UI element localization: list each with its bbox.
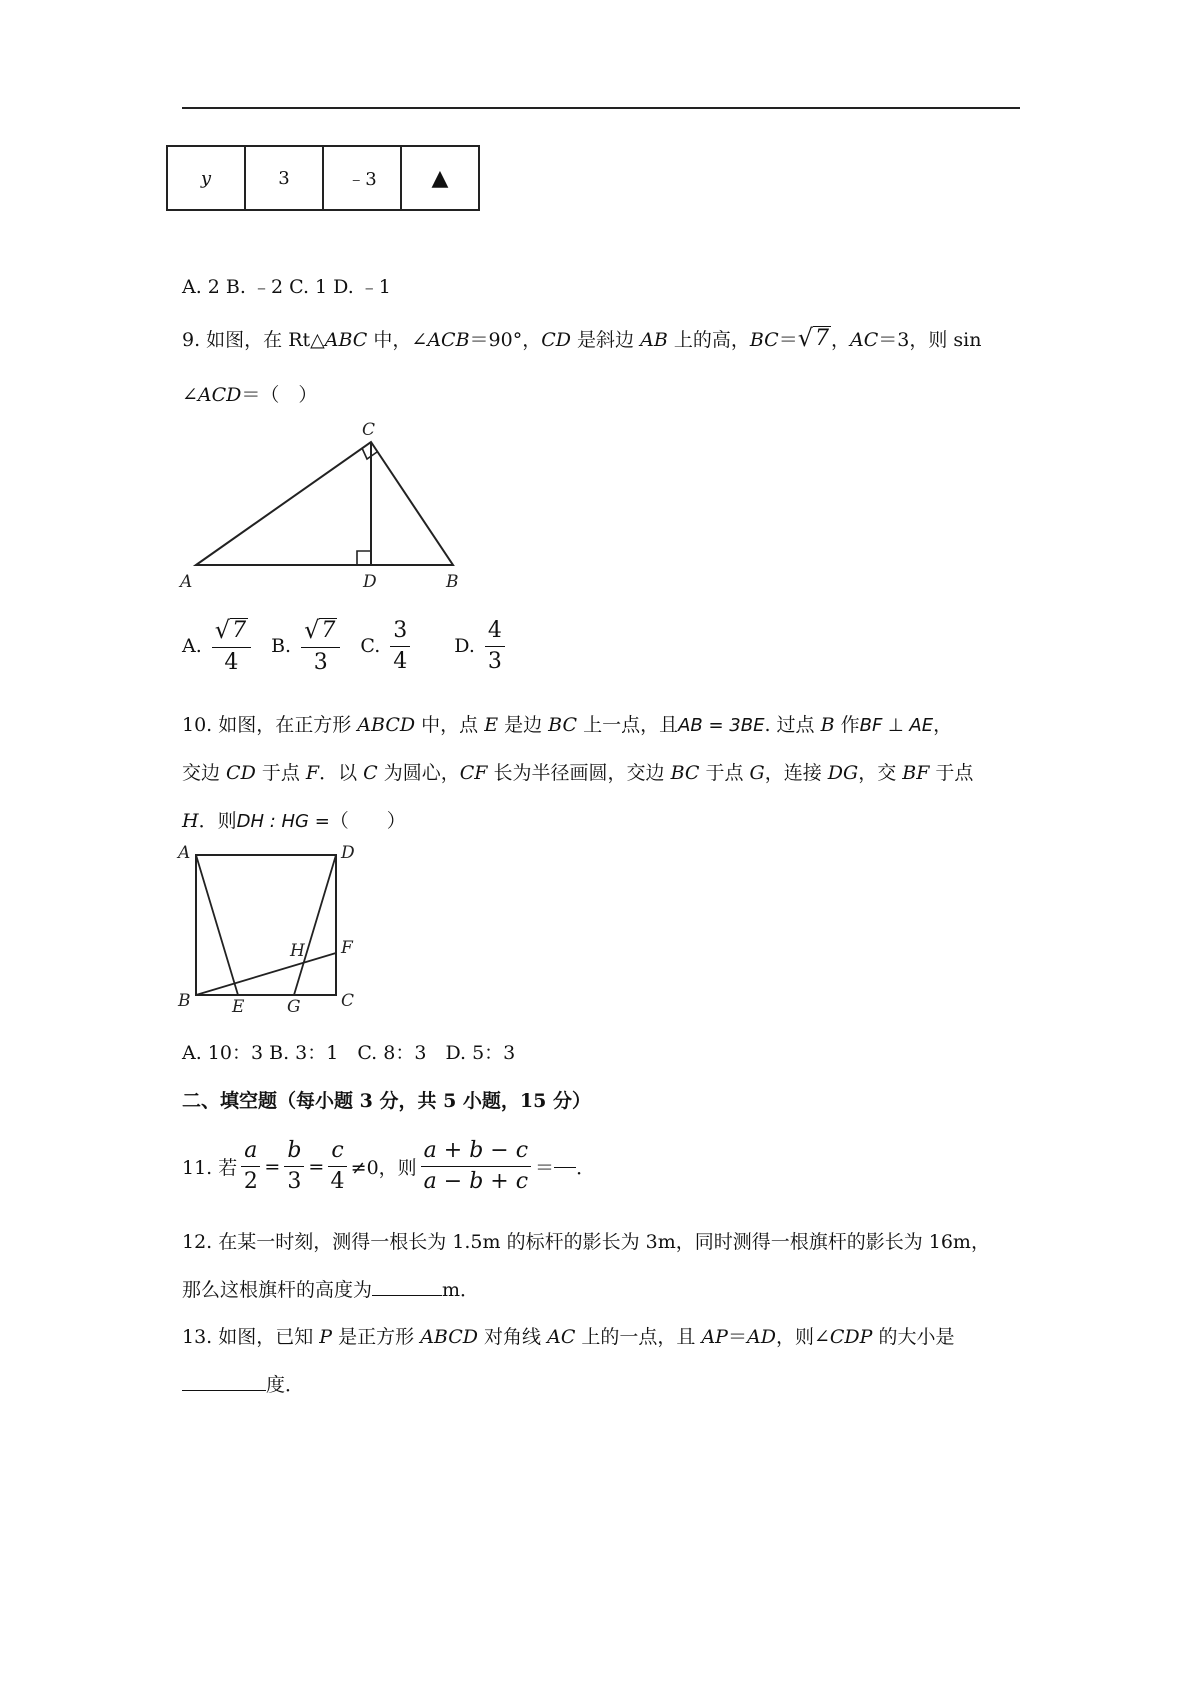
q9-line-2 xyxy=(182,380,317,407)
q10-square-figure xyxy=(176,840,366,1020)
text: = xyxy=(264,1155,281,1178)
numerator: a xyxy=(241,1140,260,1167)
text: B xyxy=(820,714,835,736)
text: 是斜边 xyxy=(571,329,641,351)
option-a-fraction: √ 7 4 xyxy=(212,618,251,674)
label-d: D xyxy=(363,572,377,592)
text: BF xyxy=(902,762,930,784)
text: ＝90°， xyxy=(469,329,542,351)
triangle-abc xyxy=(196,442,453,565)
label-a: A xyxy=(178,843,191,863)
text: AC xyxy=(547,1326,576,1348)
text: ＝ xyxy=(727,1326,747,1348)
radicand: 7 xyxy=(815,326,830,351)
text: CF xyxy=(459,762,488,784)
label-c: C xyxy=(362,420,376,440)
numerator: 4 xyxy=(485,620,505,647)
text: ACB xyxy=(427,329,470,351)
text: ，连接 xyxy=(764,762,828,784)
text: DG xyxy=(827,762,859,784)
label-h: H xyxy=(290,941,305,961)
text: 10. 如图，在正方形 xyxy=(182,714,358,736)
denominator: 3 xyxy=(313,650,328,675)
value-table xyxy=(166,145,480,211)
q9-line-1 xyxy=(182,325,982,352)
label-b: B xyxy=(178,991,191,1011)
q10-line-2 xyxy=(182,758,973,785)
text: 对角线 xyxy=(478,1326,548,1348)
option-label: A. xyxy=(182,635,202,657)
numerator: b xyxy=(284,1140,304,1167)
q9-triangle-figure xyxy=(176,420,476,595)
equation-ab-3be: AB = 3BE xyxy=(678,715,765,736)
denominator: 2 xyxy=(243,1169,258,1194)
text: ABCD xyxy=(357,714,416,736)
table-cell: ﹣3 xyxy=(323,146,401,210)
text: 那么这根旗杆的高度为 xyxy=(182,1279,373,1301)
text: （ ） xyxy=(329,810,406,832)
text: 9. 如图，在 Rt△ xyxy=(182,329,325,351)
label-a: A xyxy=(180,572,193,592)
q13-line-2 xyxy=(182,1370,304,1397)
text: = xyxy=(308,1155,325,1178)
numerator: c xyxy=(328,1140,346,1167)
text: 于点 xyxy=(929,762,974,784)
text: ＝ xyxy=(535,1157,555,1179)
text: 13. 如图，已知 xyxy=(182,1326,320,1348)
table-row-label: y xyxy=(167,146,245,210)
text: m． xyxy=(442,1279,480,1301)
denominator: a − b + c xyxy=(423,1169,529,1194)
text: H xyxy=(182,810,199,832)
denominator: 4 xyxy=(330,1169,345,1194)
text: ， xyxy=(933,714,953,736)
label-g: G xyxy=(287,997,301,1017)
denominator: 3 xyxy=(487,648,502,674)
label-c: C xyxy=(341,991,355,1011)
label-d: D xyxy=(341,843,355,863)
denominator: 3 xyxy=(287,1169,302,1194)
table-cell: ▲ xyxy=(401,146,479,210)
text: BC xyxy=(670,762,700,784)
q12-line-2 xyxy=(182,1275,479,1302)
option-label: D. xyxy=(454,635,475,657)
text: ．则 xyxy=(198,810,237,832)
text: ＝ xyxy=(778,329,798,351)
answer-blank[interactable] xyxy=(372,1294,442,1296)
segment-dg xyxy=(294,855,336,995)
text: C xyxy=(363,762,378,784)
radicand: 7 xyxy=(232,618,247,643)
text: AD xyxy=(746,1326,776,1348)
text: 交边 xyxy=(182,762,227,784)
label-e: E xyxy=(232,997,245,1017)
option-d-fraction xyxy=(485,617,505,674)
text: 是正方形 xyxy=(332,1326,421,1348)
text: . 过点 xyxy=(764,714,821,736)
q10-line-1 xyxy=(182,710,952,737)
text: ．以 xyxy=(319,762,364,784)
answer-blank[interactable] xyxy=(182,1389,266,1391)
fraction-c-4 xyxy=(328,1140,346,1193)
text: ∠ xyxy=(182,384,198,406)
option-c-fraction xyxy=(390,617,410,674)
option-b-fraction: √ 7 3 xyxy=(301,618,340,674)
right-angle-c-icon xyxy=(362,448,377,459)
text: ABC xyxy=(324,329,368,351)
radicand: 7 xyxy=(321,618,336,643)
sqrt-7: √ 7 xyxy=(797,324,830,352)
q10-line-3 xyxy=(182,806,406,833)
text: 度． xyxy=(266,1374,305,1396)
option-label: B. xyxy=(271,635,292,657)
denominator: 4 xyxy=(393,648,408,674)
text: 作 xyxy=(834,714,860,736)
numerator: a + b − c xyxy=(421,1140,531,1167)
text: 长为半径画圆，交边 xyxy=(487,762,671,784)
q11-line xyxy=(182,1140,595,1193)
equation-bf-perp-ae: BF ⊥ AE xyxy=(859,715,934,736)
text: 是边 xyxy=(498,714,549,736)
ratio-dh-hg: DH : HG = xyxy=(236,811,330,832)
text: 于点 xyxy=(699,762,750,784)
text: AB xyxy=(640,329,668,351)
text: BC xyxy=(749,329,779,351)
numerator: 3 xyxy=(390,620,410,647)
text: ACD xyxy=(197,384,242,406)
answer-blank[interactable] xyxy=(554,1166,576,1168)
label-f: F xyxy=(341,938,353,958)
text: AP xyxy=(701,1326,728,1348)
text: ＝（ ） xyxy=(241,384,318,406)
text: 的大小是 xyxy=(872,1326,955,1348)
text: 为圆心， xyxy=(377,762,460,784)
text: 上的高， xyxy=(667,329,750,351)
text: ≠0，则 xyxy=(350,1157,417,1179)
text: 上一点，且 xyxy=(577,714,679,736)
denominator: 4 xyxy=(224,650,239,675)
text: AC xyxy=(850,329,879,351)
right-angle-d-icon xyxy=(357,551,371,565)
text: BC xyxy=(548,714,578,736)
fraction-b-3 xyxy=(284,1140,304,1193)
label-b: B xyxy=(446,572,459,592)
text: 于点 xyxy=(255,762,306,784)
text: 上的一点，且 xyxy=(575,1326,702,1348)
q13-line-1 xyxy=(182,1322,954,1349)
segment-ae xyxy=(196,855,238,995)
q10-options: A. 10：3 B. 3：1 C. 8：3 D. 5：3 xyxy=(182,1042,516,1064)
text: 11. 若 xyxy=(182,1157,238,1179)
q12-line-1: 12. 在某一时刻，测得一根长为 1.5m 的标杆的影长为 3m，同时测得一根旗杆的影长为 16m， xyxy=(182,1231,990,1253)
text: ，则∠ xyxy=(775,1326,830,1348)
text: ，交 xyxy=(858,762,903,784)
fraction-a-2 xyxy=(241,1140,260,1193)
fraction-expression xyxy=(421,1140,531,1193)
text: G xyxy=(749,762,765,784)
text: ＝3，则 sin xyxy=(878,329,982,351)
text: CD xyxy=(226,762,256,784)
header-rule xyxy=(182,107,1020,109)
option-label: C. xyxy=(360,635,381,657)
q9-options xyxy=(182,618,509,674)
section-2-heading: 二、填空题（每小题 3 分，共 5 小题，15 分） xyxy=(182,1090,591,1112)
text: P xyxy=(319,1326,333,1348)
text: CD xyxy=(541,329,572,351)
table-cell: 3 xyxy=(245,146,323,210)
text: CDP xyxy=(829,1326,873,1348)
q8-options: A. 2 B. ﹣2 C. 1 D. ﹣1 xyxy=(182,276,391,298)
text: 中，点 xyxy=(415,714,485,736)
segment-bf xyxy=(196,953,336,995)
text: F xyxy=(305,762,320,784)
text: 中，∠ xyxy=(367,329,428,351)
text: E xyxy=(484,714,499,736)
text: ． xyxy=(576,1157,596,1179)
text: ， xyxy=(831,329,851,351)
text: ABCD xyxy=(420,1326,478,1348)
